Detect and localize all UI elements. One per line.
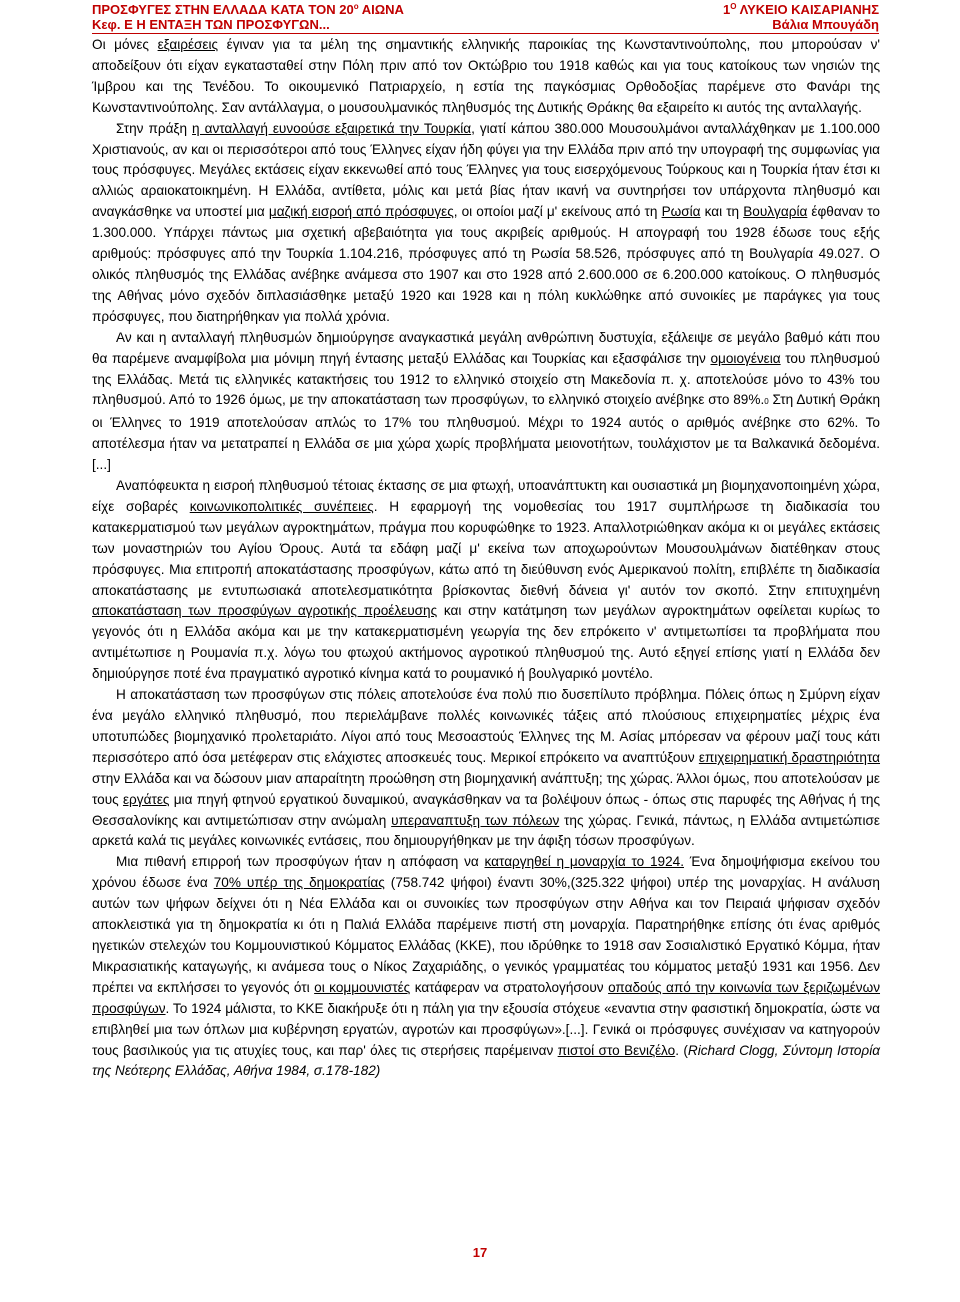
link-loyal-to-venizelos[interactable]: πιστοί στο Βενιζέλο <box>557 1042 676 1058</box>
running-header <box>92 2 879 36</box>
paragraph-3: Αν και η ανταλλαγή πληθυσμών δημιούργησε αναγκαστικά μεγάλη ανθρώπινη δυστυχία, εξάλειψε σε μεγάλο βαθμό κάτι που θα παρέμενε αναμφίβολα μια μόνιμη πηγή έντασης μεταξύ Ελλάδας και Τουρκίας και εξασφάλισε την ομοιογένεια του πληθυσμού της Ελλάδας. Μετά τις ελληνικές κατακτήσεις του 1912 το ελληνικό στοιχείο στη Μακεδονία π. χ. αποτελούσε μόνο το 43% του πληθυσμού. Από το 1926 όμως, με την αποκατάσταση των προσφύγων, το ελληνικό στοιχείο ανέβηκε στο 89%.0 Στη Δυτική Θράκη οι Έλληνες το 1919 αποτελούσαν απλώς το 17% του πληθυσμού. Μέχρι το 1924 αυτός ο αριθμός ανέβηκε στο 62%. Το αποτέλεσμα ήταν να μετατραπεί η Ελλάδα σε μια χώρα χωρίς προβλήματα μειονοτήτων, τουλάχιστον με τα Βαλκανικά δεδομένα.[...] <box>92 329 880 473</box>
link-monarchy-abolished[interactable]: καταργηθεί η μοναρχία το 1924. <box>484 854 684 870</box>
link-exceptions[interactable]: εξαιρέσεις <box>157 37 219 52</box>
citation: Richard Clogg, Σύντομη Ιστορία της Νεότερης Ελλάδας, Αθήνα 1984, σ.178-182) <box>92 1042 880 1079</box>
paragraph-5: Η αποκατάσταση των προσφύγων στις πόλεις αποτελούσε ένα πολύ πιο δυσεπίλυτο πρόβλημα. Πόλεις όπως η Σμύρνη είχαν ένα μεγάλο ελληνικό πληθυσμό, που περιελάμβανε πολλές κοινωνικές τάξεις από πλούσιους επιχειρηματίες μέχρις ένα υποτυπώδες βιομηχανικό προλεταριάτο. Λίγοι από τους Μεσοαστούς Έλληνες της Μ. Ασίας μπόρεσαν να φέρουν μαζί τους κάτι περισσότερο από όσα μετέφεραν στις ελάχιστες αποσκευές τους. Μερικοί επρόκειτο να αναπτύξουν επιχειρηματική δραστηριότητα στην Ελλάδα και να δώσουν μιαν απαραίτητη προώθηση στη βιομηχανική ανάπτυξη; της χώρας. Άλλοι όμως, που αποτελούσαν με τους εργάτες μια πηγή φτηνού εργατικού δυναμικού, αναγκάσθηκαν να τα βολέψουν όπως - όπως στις παρυφές της Αθήνας ή της Θεσσαλονίκης και αντιμετώπισαν στην ανώμαλη υπεραναπτυξη των πόλεων της χώρας. Γενικά, πάντως, η Ελλάδα αντιμετώπισε αρκετά καλά τις μεγάλες κοινωνικές εντάσεις, που δημιουργήθηκαν με την άφιξη τόσων προσφύγων. <box>92 687 881 849</box>
header-right <box>723 2 879 32</box>
page-number: 17 <box>472 1245 488 1260</box>
header-series-title: ΠΡΟΣΦΥΓΕΣ ΣΤΗΝ ΕΛΛΑΔΑ ΚΑΤΑ ΤΟΝ $20^o$ ΑΙΩΝΑ <box>92 2 404 17</box>
paragraph-2: Στην πράξη η ανταλλαγή ευνοούσε εξαιρετικά την Τουρκία, γιατί κάπου 380.000 Μουσουλμάνοι ανταλλάχθηκαν με 1.100.000 Χριστιανούς, αν και οι περισσότεροι από τους Έλληνες είχαν ήδη φύγει για την Ελλάδα πριν από την υπογραφή της συμφωνίας για τους πρόσφυγες. Μεγάλες εκτάσεις είχαν εκκενωθεί από τους Έλληνες για τους εισερχόμενους Τούρκους και η Τουρκία ήταν έτσι κι αλλιώς αραιοκατοικημένη. Η Ελλάδα, αντίθετα, μόλις και μετά βίας ήταν ικανή να συντηρήσει τον υπάρχοντα πληθυσμό και αναγκάσθηκε να υποστεί μια μαζική εισροή από πρόσφυγες, οι οποίοι μαζί μ' εκείνους από τη Ρωσία και τη Βουλγαρία έφθαναν το 1.300.000. Υπάρχει πάντως μια σχετική αβεβαιότητα για τους ακριβείς αριθμούς. Η απογραφή του 1928 έδωσε τους εξής αριθμούς: πρόσφυγες από την Τουρκία 1.104.216, πρόσφυγες από τη Ρωσία 58.526, πρόσφυγες από τη Βουλγαρία 49.027. Ο ολικός πληθυσμός της Ελλάδας ανέβηκε ανάμεσα στο 1907 και στο 1928 από 2.600.000 σε 6.200.000 κατοίκους. Ο πληθυσμός της Αθήνας μόνο σχεδόν διπλασιάσθηκε μεταξύ 1920 και 1928 και η πόλη κυκλώθηκε από συνοικίες με παράγκες για τους πρόσφυγες, που διατηρήθηκαν για πολλά χρόνια. <box>92 120 880 324</box>
header-chapter-title: Κεφ. Ε Η ΕΝΤΑΞΗ ΤΩΝ ΠΡΟΣΦΥΓΩΝ... <box>92 17 330 32</box>
link-uprooted-refugees[interactable]: οπαδούς από την κοινωνία των ξεριζωμένων προσφύγων <box>92 979 881 1016</box>
link-russia[interactable]: Ρωσία <box>661 204 701 220</box>
header-school: $1^O$ ΛΥΚΕΙΟ ΚΑΙΣΑΡΙΑΝΗΣ <box>723 2 879 17</box>
link-urban-overgrowth[interactable]: υπεραναπτυξη των πόλεων <box>391 812 560 828</box>
link-rural-refugee-settlement[interactable]: αποκατάσταση των προσφύγων αγροτικής προέλευσης <box>92 603 438 619</box>
paragraph-4: Αναπόφευκτα η εισροή πληθυσμού τέτοιας έκτασης σε μια φτωχή, υποανάπτυκτη και ουσιαστικά μη βιομηχανοποιημένη χώρα, είχε σοβαρές κοινωνικοπολιτικές συνέπειες. Η εφαρμογή της νομοθεσίας του 1917 συμπλήρωσε τη διαδικασία του κατακερματισμού των μεγάλων αγροκτημάτων, πράγμα που κορυφώθηκε το 1923. Απαλλοτριώθηκαν ακόμα κι οι μεγάλες εκτάσεις των μοναστηριών του Αγίου Όρους. Αυτά τα εδάφη μαζί μ' εκείνα των αποχωρούντων Μουσουλμάνων διατέθηκαν στους πρόσφυγες. Μια επιτροπή αποκατάστασης προσφύγων, κάτω από τη διεύθυνση ενός Αμερικανού πολίτη, επιβλέπε τη διαδικασία αποκατάστασης με εντυπωσιακά αποτελεσματικότητα βρίσκοντας διεθνή δάνεια γι' αυτόν τον σκοπό. Στην επιτυχημένη αποκατάσταση των προσφύγων αγροτικής προέλευσης και στην κατάτμηση των μεγάλων αγροκτημάτων οφείλεται κυρίως το γεγονός ότι η Ελλάδα ακόμα και με την κατακερματισμένη γεωργία της δεν επρόκειτο ν' αντιμετωπίσει τα προβλήματα που αντιμέτωπισε η Ρουμανία π.χ. λόγω του φτωχού ακτήμονος αγροτικού πληθυσμού της. Αυτό εξηγεί επίσης γιατί η Ελλάδα δεν δημιούργησε ποτέ ένα πραγματικό αγροτικό κίνημα κατά το ρουμανικό ή βουλγαρικό μοντέλο. <box>92 478 880 682</box>
link-communists[interactable]: οι κομμουνιστές <box>314 979 411 995</box>
link-business-activity[interactable]: επιχειρηματική δραστηριότητα <box>698 749 881 765</box>
link-workers[interactable]: εργάτες <box>123 791 170 807</box>
header-divider <box>92 33 879 34</box>
paragraph-6: Μια πιθανή επιρροή των προσφύγων ήταν η απόφαση να καταργηθεί η μοναρχία το 1924. Ένα δημοψήφισμα εκείνου του χρόνου έδωσε ένα 70% υπέρ της δημοκρατίας (758.742 ψήφοι) έναντι 30%,(325.322 ψήφοι) υπέρ της μοναρχίας. Η ανάλυση αυτών των ψήφων δείχνει ότι η Νέα Ελλάδα και οι συνοικίες των προσφύγων στην Αθήνα και τον Πειραιά ψήφισαν σχεδόν αποκλειστικά για τη δημοκρατία κι ότι η Παλιά Ελλάδα παρέμεινε πιστή στη μοναρχία. Παρατηρήθηκε επίσης ότι ένας αριθμός ηγετικών στελεχών του Κομμουνιστικού Κόμματος Ελλάδας (ΚΚΕ), που ιδρύθηκε το 1918 σαν Σοσιαλιστικό Εργατικό Κόμμα, ήταν Μικρασιατικής καταγωγής, κι ανάμεσα τους ο Νίκος Ζαχαριάδης, ο γενικός γραμματέας του κόμματος μεταξύ 1931 και 1956. Δεν πρέπει να εκπλήσσει το γεγονός ότι οι κομμουνιστές κατάφεραν να στρατολογήσουν οπαδούς από την κοινωνία των ξεριζωμένων προσφύγων. Το 1924 μάλιστα, το ΚΚΕ διακήρυξε ότι η πάλη για την εξουσία στόχευε «εναντια στην φασιστική δημοκρατία, ώστε να επιβληθεί μια των όπλων μια κυβέρνηση εργατών, αγροτών και προσφύγων».[...]. Γενικά οι πρόσφυγες συνέχισαν να κατηγορούν τους βασιλικούς για τις ατυχίες τους, και παρ' όλες τις στερήσεις παρέμειναν πιστοί στο Βενιζέλο. (Richard Clogg, Σύντομη Ιστορία της Νεότερης Ελλάδας, Αθήνα 1984, σ.178-182) <box>92 854 881 1079</box>
header-author: Βάλια Μπουγάδη <box>772 17 879 32</box>
document-body <box>92 35 880 1082</box>
link-bulgaria[interactable]: Βουλγαρία <box>743 204 808 220</box>
paragraph-1: Οι μόνες εξαιρέσεις έγιναν για τα μέλη της σημαντικής ελληνικής παροικίας της Κωνσταντινούπολης, που μπορούσαν ν' αποδείξουν ότι είχαν εγκατασταθεί στην Πόλη πριν από τον Οκτώβριο του 1918 καθώς και για τους κατοίκους των νησιών της Ίμβρου και της Τενέδου. Το οικουμενικό Πατριαρχείο, η εστία της παγκόσμιας Ορθοδοξίας παρέμενε στο Φανάρι της Κωνσταντινούπολης. Σαν αντάλλαγμα, ο μουσουλμανικός πληθυσμός της Δυτικής Θράκης θα εξαιρείτο κι αυτός της ανταλλαγής. <box>92 37 880 115</box>
link-exchange-favored-turkey[interactable]: η ανταλλαγή ευνοούσε εξαιρετικά την Τουρκία <box>192 120 472 136</box>
link-homogeneity[interactable]: ομοιογένεια <box>710 350 781 366</box>
header-left <box>92 2 404 32</box>
link-sociopolitical-consequences[interactable]: κοινωνικοπολιτικές συνέπειες <box>189 498 374 514</box>
link-mass-influx[interactable]: μαζική εισροή από πρόσφυγες <box>268 204 454 220</box>
link-70-percent-republic[interactable]: 70% υπέρ της δημοκρατίας <box>213 875 385 891</box>
